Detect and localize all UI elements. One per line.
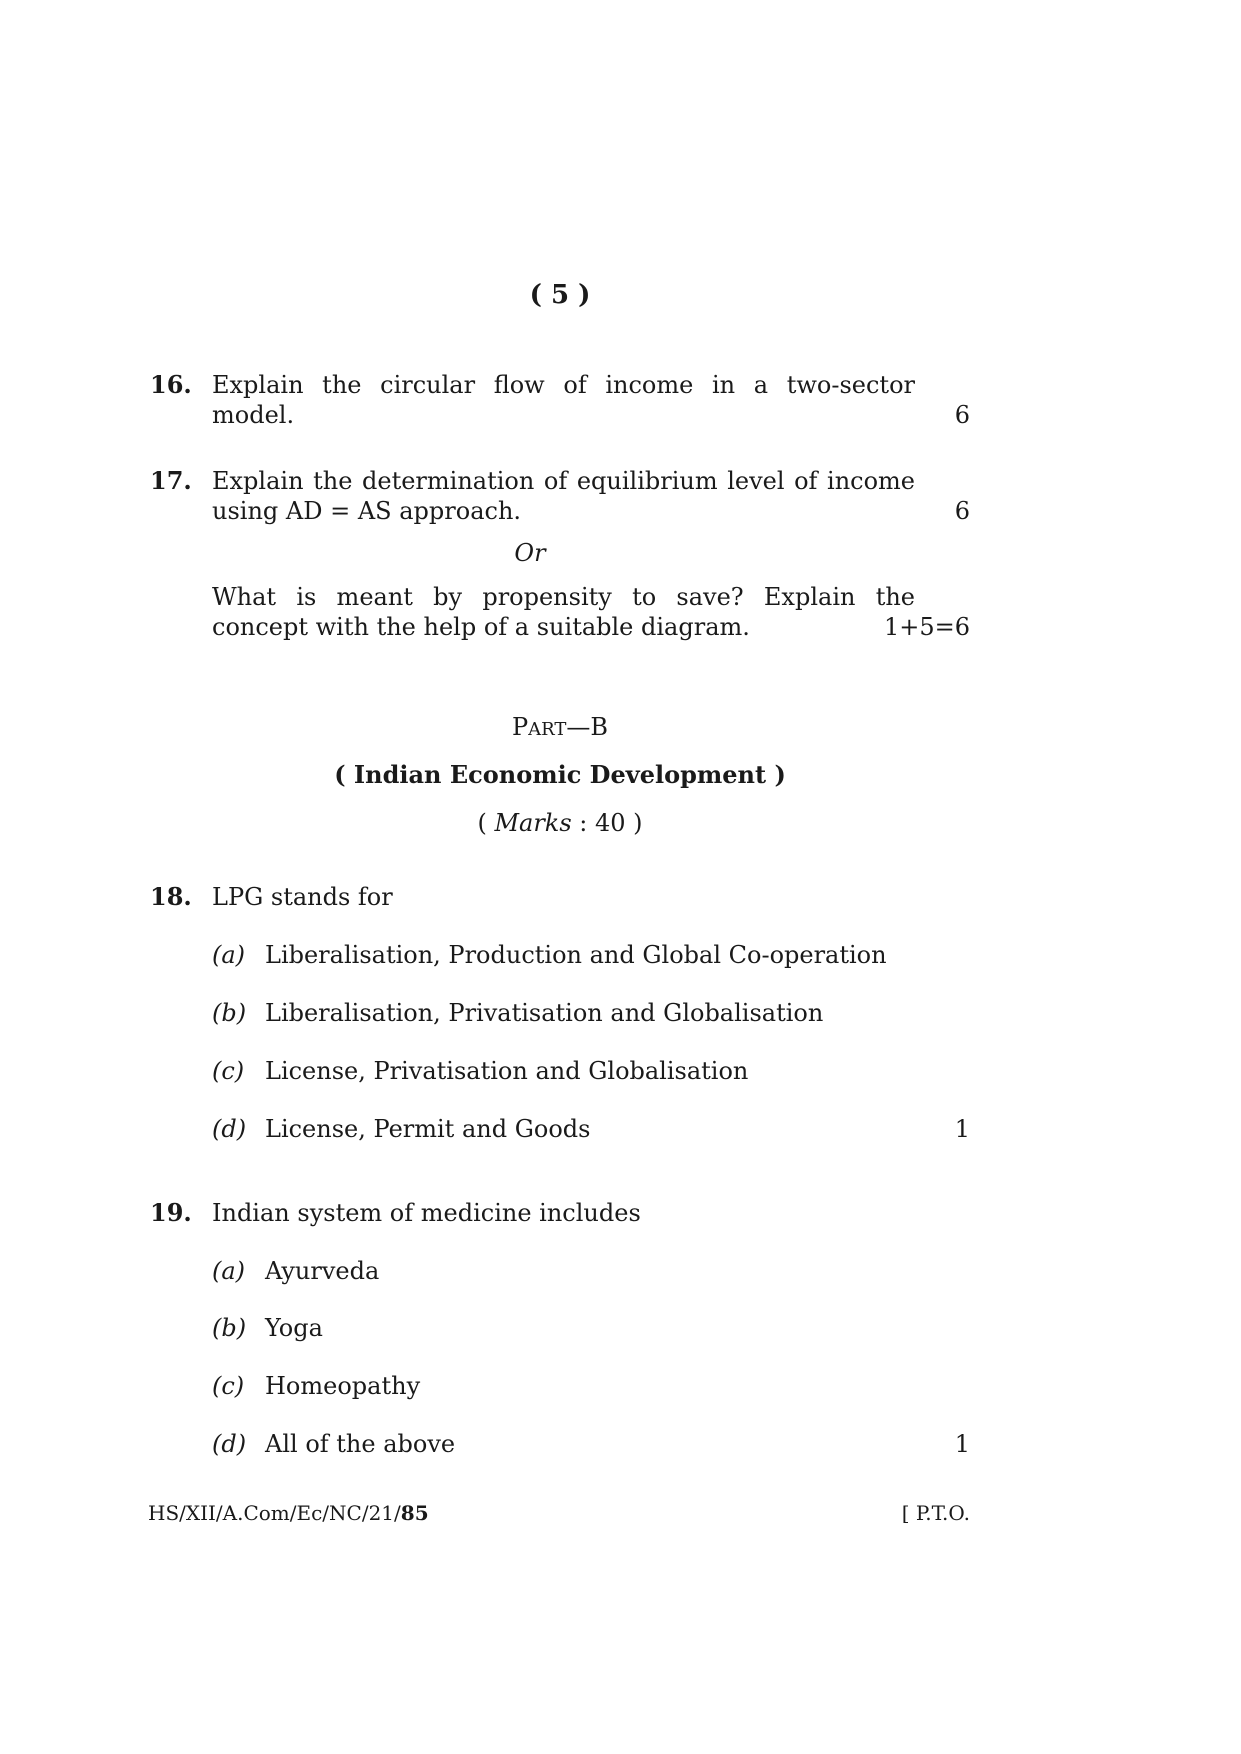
option-label: (b) bbox=[212, 1314, 247, 1342]
footer-code-bold: 85 bbox=[400, 1501, 429, 1525]
option-text: License, Permit and Goods bbox=[265, 1115, 591, 1143]
option-text: Yoga bbox=[265, 1314, 323, 1342]
page-number: ( 5 ) bbox=[529, 280, 591, 310]
question-18-marks: 1 bbox=[954, 1115, 970, 1143]
option-label: (c) bbox=[212, 1057, 245, 1085]
option-text: Homeopathy bbox=[265, 1372, 421, 1400]
option-text: Ayurveda bbox=[265, 1257, 380, 1285]
part-heading-suffix: —B bbox=[566, 713, 609, 741]
question-number-16: 16. bbox=[150, 370, 192, 399]
question-19-text: Indian system of medicine includes bbox=[212, 1199, 641, 1227]
question-17-line-1: Explain the determination of equilibrium level of income bbox=[212, 467, 915, 495]
option-label: (d) bbox=[212, 1115, 247, 1143]
question-16-line-2: model. bbox=[212, 401, 295, 429]
option-text: License, Privatisation and Globalisation bbox=[265, 1057, 749, 1085]
option-text: Liberalisation, Privatisation and Globalisation bbox=[265, 999, 824, 1027]
footer-paper-code bbox=[148, 1500, 429, 1526]
option-text: All of the above bbox=[265, 1430, 456, 1458]
option-text: Liberalisation, Production and Global Co-operation bbox=[265, 941, 887, 969]
question-16-marks: 6 bbox=[954, 401, 970, 429]
question-16-line-1: Explain the circular flow of income in a two-sector bbox=[212, 371, 915, 399]
part-marks-label: Marks bbox=[494, 809, 572, 837]
footer-code: HS/XII/A.Com/Ec/NC/21/ bbox=[148, 1501, 401, 1525]
question-17-alt-marks: 1+5=6 bbox=[883, 613, 970, 641]
question-17-alt-line-1: What is meant by propensity to save? Explain the bbox=[212, 583, 915, 611]
part-heading-initial: P bbox=[511, 713, 529, 741]
part-subject: ( Indian Economic Development ) bbox=[334, 760, 786, 789]
part-heading bbox=[420, 712, 700, 745]
question-number-17: 17. bbox=[150, 466, 192, 495]
part-marks-open: ( bbox=[477, 809, 495, 837]
option-label: (b) bbox=[212, 999, 247, 1027]
question-19-marks: 1 bbox=[954, 1430, 970, 1458]
option-label: (a) bbox=[212, 1257, 246, 1285]
option-label: (d) bbox=[212, 1430, 247, 1458]
question-number-18: 18. bbox=[150, 882, 192, 911]
question-18-text: LPG stands for bbox=[212, 883, 393, 911]
part-marks bbox=[420, 808, 700, 838]
question-17-marks: 6 bbox=[954, 497, 970, 525]
question-17-alt-line-2: concept with the help of a suitable diagram. bbox=[212, 613, 750, 641]
part-heading-smallcaps: ART bbox=[528, 719, 567, 740]
question-17-line-2: using AD = AS approach. bbox=[212, 497, 522, 525]
footer-pto: [ P.T.O. bbox=[901, 1501, 970, 1525]
option-label: (c) bbox=[212, 1372, 245, 1400]
option-label: (a) bbox=[212, 941, 246, 969]
part-marks-value: : 40 ) bbox=[571, 809, 643, 837]
question-number-19: 19. bbox=[150, 1198, 192, 1227]
or-separator: Or bbox=[514, 539, 546, 567]
